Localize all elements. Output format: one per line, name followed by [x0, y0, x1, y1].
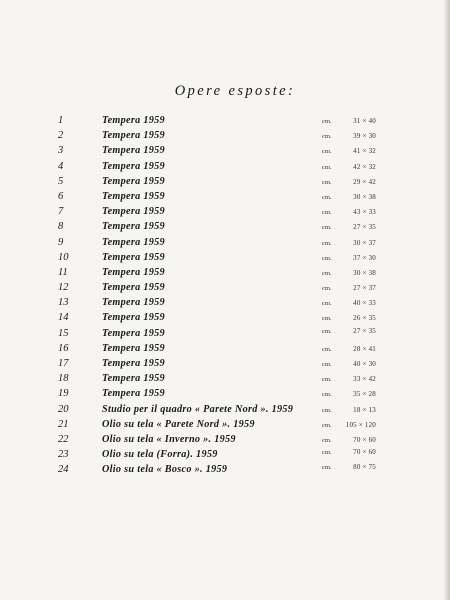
work-title: Tempera 1959: [102, 312, 165, 324]
unit-label: cm.: [322, 315, 332, 323]
unit-label: cm.: [322, 193, 332, 201]
work-number: 18: [58, 373, 69, 385]
unit-label: cm.: [322, 327, 332, 335]
work-number: 9: [58, 236, 64, 248]
work-title: Tempera 1959: [102, 388, 165, 400]
work-title: Olio su tela « Bosco ». 1959: [102, 464, 228, 476]
work-number: 5: [58, 175, 64, 187]
unit-label: cm.: [322, 361, 332, 368]
list-item: [0, 235, 450, 250]
work-title: Tempera 1959: [102, 236, 165, 248]
list-item: [0, 462, 450, 477]
unit-label: cm.: [322, 300, 332, 308]
unit-label: cm.: [322, 224, 332, 232]
work-number: 23: [58, 449, 69, 461]
work-dimensions: 27 × 37: [353, 284, 376, 293]
unit-label: cm.: [322, 436, 332, 444]
unit-label: cm.: [322, 239, 332, 247]
work-title: Tempera 1959: [102, 221, 165, 233]
list-item: [0, 128, 450, 143]
work-title: Tempera 1959: [102, 342, 165, 354]
work-dimensions: 27 × 35: [353, 326, 376, 335]
unit-label: cm.: [322, 421, 332, 429]
work-title: Tempera 1959: [102, 190, 165, 202]
work-title: Tempera 1959: [102, 175, 165, 187]
work-title: Studio per il quadro « Parete Nord ». 1959: [102, 403, 294, 415]
work-dimensions: 41 × 32: [353, 147, 376, 156]
work-dimensions: 70 × 60: [353, 448, 376, 457]
work-dimensions: 40 × 33: [353, 299, 376, 308]
unit-label: cm.: [322, 118, 332, 125]
work-number: 4: [58, 160, 64, 172]
work-number: 22: [58, 433, 69, 445]
work-title: Tempera 1959: [102, 282, 165, 294]
work-dimensions: 80 × 75: [353, 463, 376, 472]
unit-label: cm.: [322, 133, 332, 141]
work-title: Tempera 1959: [102, 130, 165, 142]
list-item: [0, 310, 450, 325]
list-item: [0, 280, 450, 295]
work-number: 8: [58, 221, 64, 233]
work-number: 10: [58, 251, 69, 263]
work-dimensions: 28 × 41: [353, 344, 376, 353]
works-list: [0, 113, 450, 478]
list-item: [0, 143, 450, 158]
list-item: [0, 174, 450, 189]
work-title: Tempera 1959: [102, 327, 165, 339]
work-dimensions: 27 × 35: [353, 223, 376, 232]
unit-label: cm.: [322, 345, 332, 353]
page-title: Opere esposte:: [174, 83, 296, 99]
work-dimensions: 30 × 38: [353, 268, 376, 277]
list-item: [0, 417, 450, 432]
list-item: [0, 341, 450, 356]
work-dimensions: 30 × 38: [353, 192, 376, 201]
list-item: [0, 356, 450, 371]
unit-label: cm.: [322, 449, 332, 457]
work-number: 19: [58, 388, 69, 400]
list-item: [0, 159, 450, 174]
work-title: Tempera 1959: [102, 266, 165, 278]
work-title: Tempera 1959: [102, 251, 165, 263]
work-dimensions: 18 × 13: [353, 405, 376, 414]
work-title: Tempera 1959: [102, 297, 165, 309]
work-number: 13: [58, 297, 69, 309]
list-item: [0, 250, 450, 265]
work-dimensions: 43 × 33: [353, 208, 376, 217]
list-item: [0, 113, 450, 128]
work-title: Tempera 1959: [102, 206, 165, 218]
work-number: 21: [58, 418, 69, 430]
work-number: 15: [58, 327, 69, 339]
work-number: 3: [58, 145, 64, 157]
unit-label: cm.: [322, 209, 332, 217]
unit-label: cm.: [322, 178, 332, 186]
work-title: Tempera 1959: [102, 358, 165, 369]
work-number: 6: [58, 190, 64, 202]
unit-label: cm.: [322, 464, 332, 472]
work-dimensions: 105 × 120: [345, 420, 376, 429]
list-item: [0, 219, 450, 234]
unit-label: cm.: [322, 376, 332, 384]
list-item: [0, 326, 450, 341]
unit-label: cm.: [322, 163, 332, 171]
work-title: Olio su tela « Inverno ». 1959: [102, 433, 236, 445]
list-item: [0, 402, 450, 417]
work-dimensions: 39 × 30: [353, 132, 376, 141]
unit-label: cm.: [322, 254, 332, 262]
work-number: 1: [58, 115, 64, 126]
work-title: Tempera 1959: [102, 373, 165, 385]
work-number: 20: [58, 403, 69, 415]
work-dimensions: 26 × 35: [353, 314, 376, 323]
work-title: Olio su tela (Forra). 1959: [102, 449, 218, 461]
list-item: [0, 204, 450, 219]
list-item: [0, 189, 450, 204]
work-dimensions: 40 × 30: [353, 360, 376, 368]
work-title: Tempera 1959: [102, 160, 165, 172]
work-dimensions: 29 × 42: [353, 177, 376, 186]
unit-label: cm.: [322, 406, 332, 414]
unit-label: cm.: [322, 391, 332, 399]
work-dimensions: 31 × 40: [353, 117, 376, 125]
unit-label: cm.: [322, 285, 332, 293]
list-item: [0, 371, 450, 386]
work-dimensions: 70 × 60: [353, 435, 376, 444]
work-number: 12: [58, 282, 69, 294]
work-number: 2: [58, 130, 64, 142]
work-number: 11: [58, 266, 68, 278]
work-number: 16: [58, 342, 69, 354]
work-dimensions: 30 × 37: [353, 238, 376, 247]
list-item: [0, 447, 450, 462]
work-dimensions: 33 × 42: [353, 375, 376, 384]
work-title: Tempera 1959: [102, 145, 165, 157]
work-dimensions: 42 × 32: [353, 162, 376, 171]
list-item: [0, 386, 450, 401]
work-number: 14: [58, 312, 69, 324]
work-title: Olio su tela « Parete Nord ». 1959: [102, 418, 255, 430]
work-number: 17: [58, 358, 69, 369]
unit-label: cm.: [322, 269, 332, 277]
list-item: [0, 265, 450, 280]
work-dimensions: 37 × 30: [353, 253, 376, 262]
list-item: [0, 432, 450, 447]
list-item: [0, 295, 450, 310]
work-number: 7: [58, 206, 64, 218]
work-dimensions: 35 × 28: [353, 390, 376, 399]
unit-label: cm.: [322, 148, 332, 156]
work-title: Tempera 1959: [102, 115, 165, 126]
work-number: 24: [58, 464, 69, 476]
